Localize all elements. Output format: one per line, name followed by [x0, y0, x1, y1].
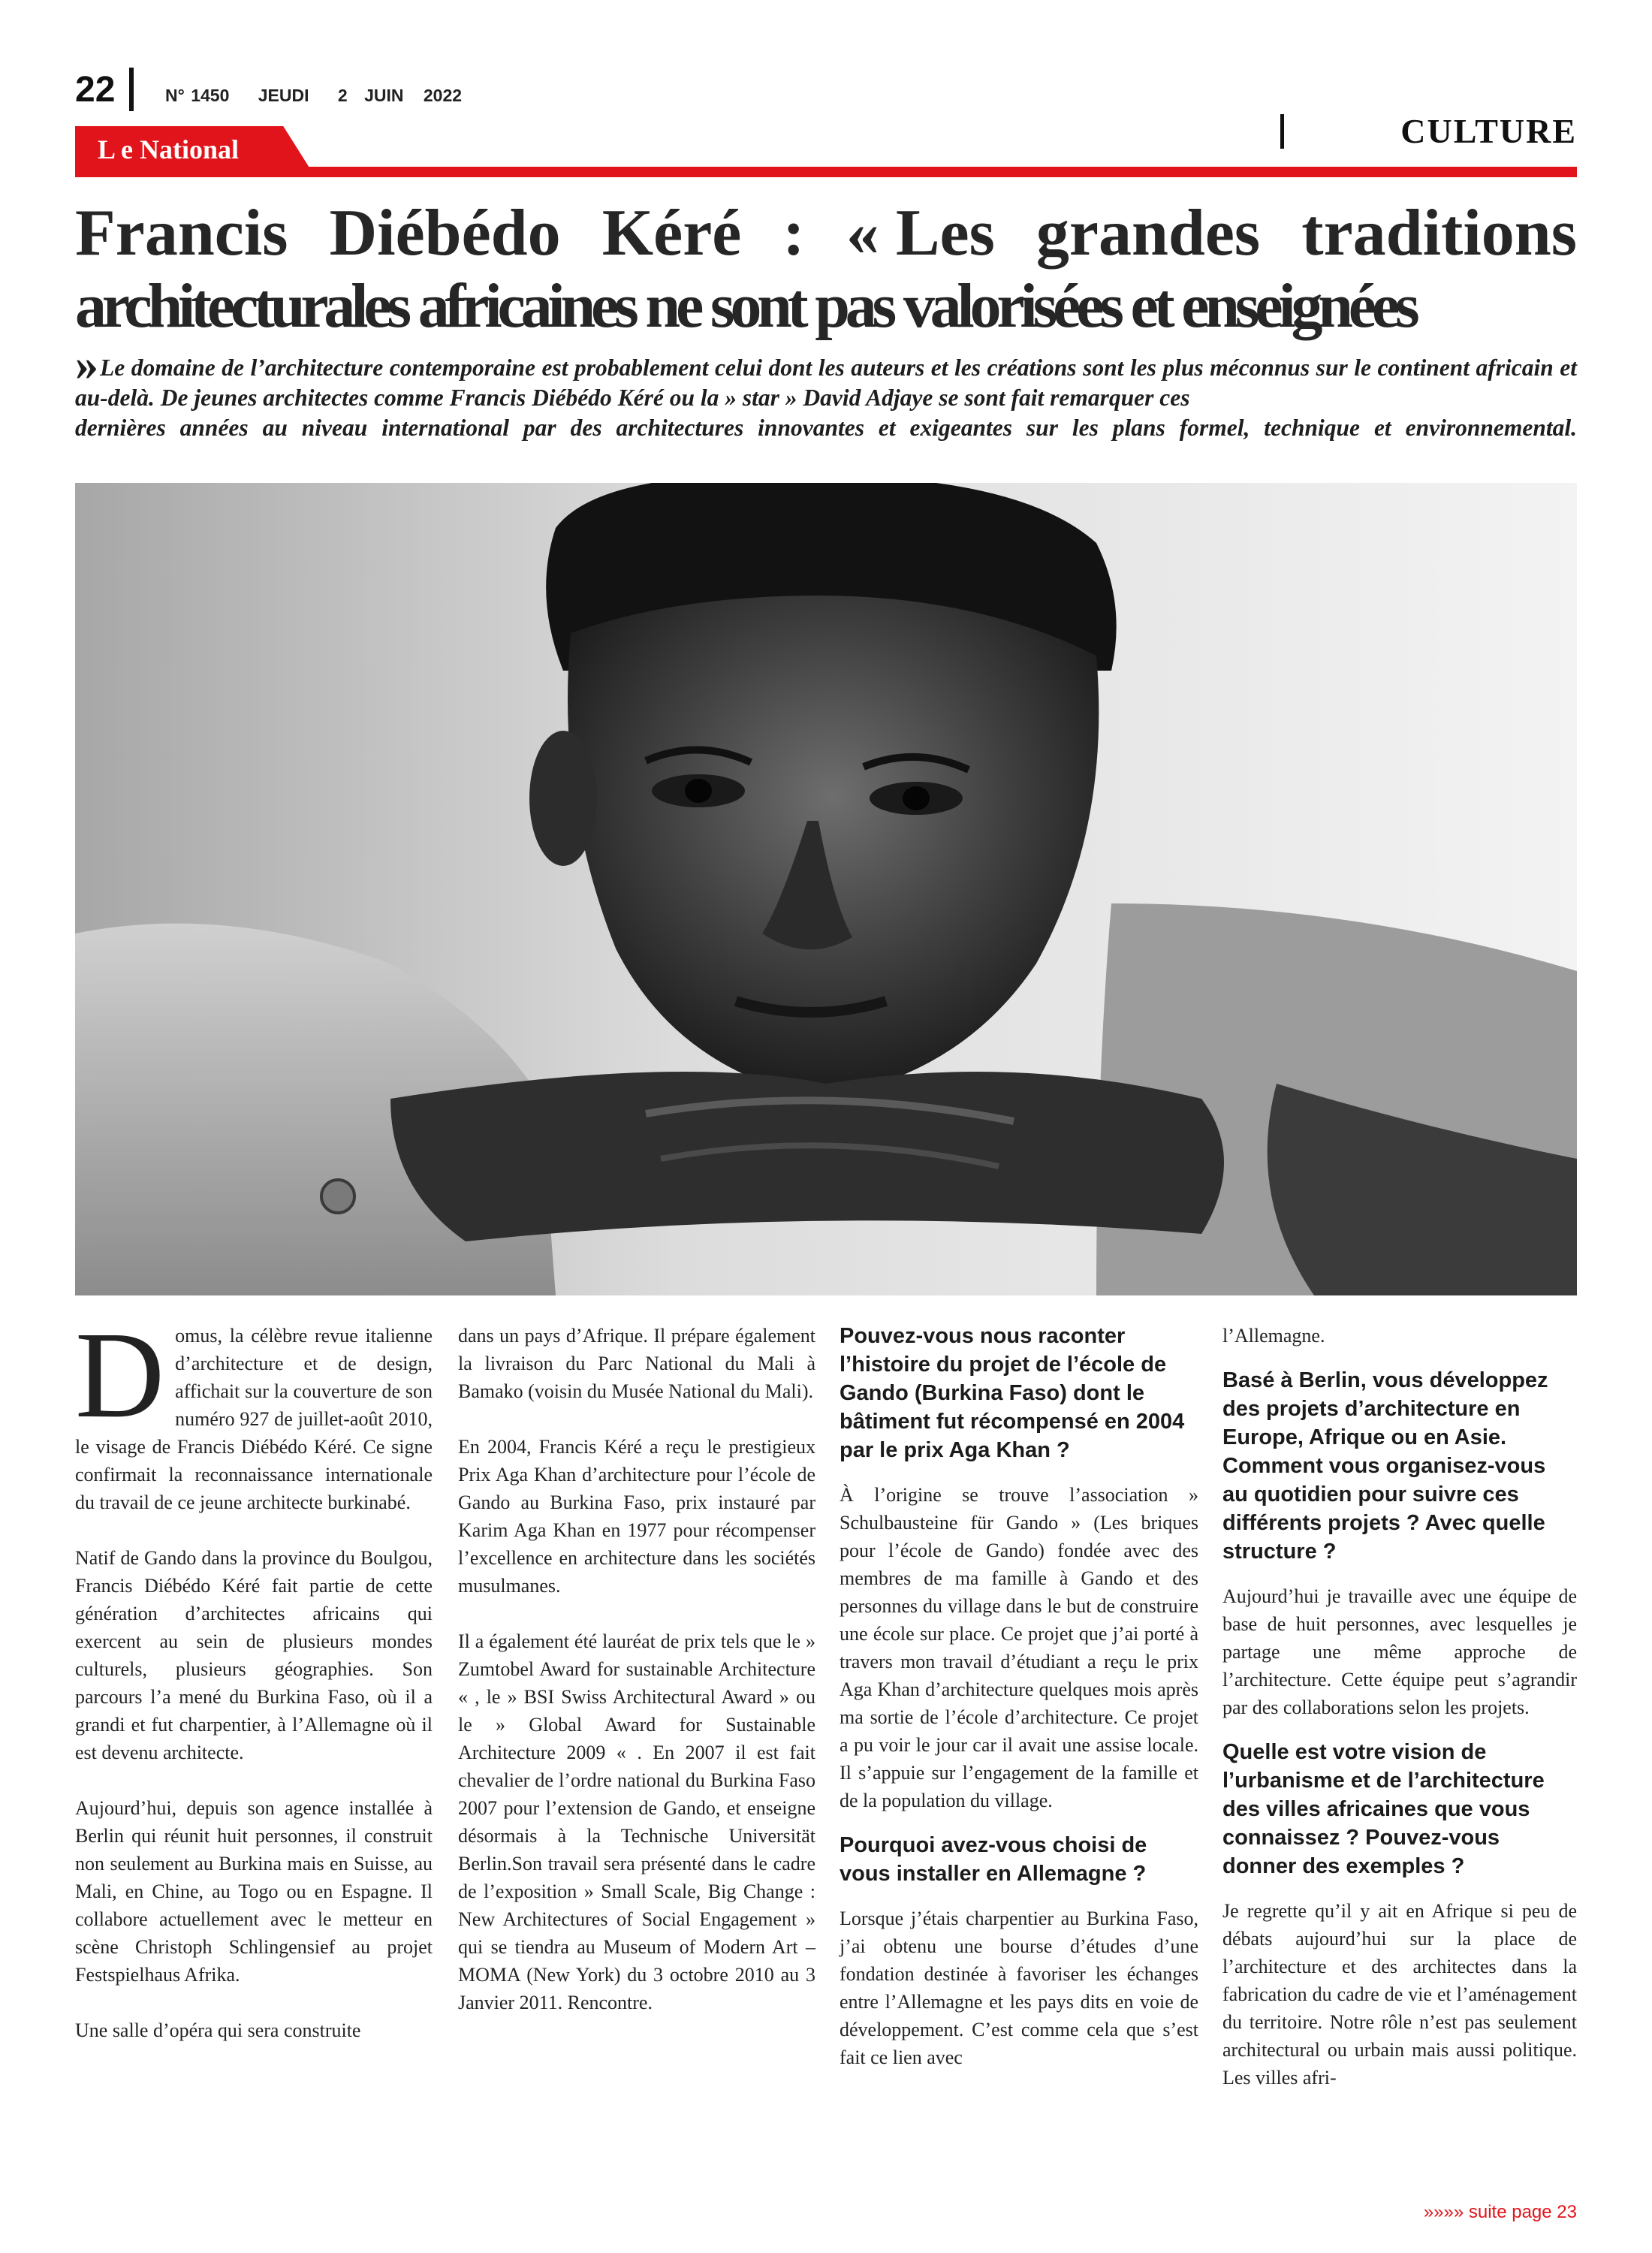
article-column-2: [458, 1322, 815, 2044]
article-headline: [75, 197, 1577, 342]
interview-question: Pouvez-vous nous raconter l’histoire du projet de l’école de Gando (Burkina Faso) dont le bâtiment fut récompensé en 2004 par le prix Aga Khan ?: [840, 1324, 1185, 1462]
page-number-divider: [129, 68, 134, 111]
issue-weekday: JEUDI: [258, 86, 309, 105]
issue-date-line: [165, 86, 484, 106]
section-title: CULTURE: [1400, 112, 1577, 150]
issue-year: 2022: [423, 86, 463, 105]
interview-answer: l’Allemagne.: [1222, 1325, 1325, 1347]
paragraph: Aujourd’hui, depuis son agence installée à Berlin qui réunit huit personnes, il construit non seulement au Burkina mais en Suisse, au Mali, en Chine, au Togo ou en Espagne. Il collabore actuellement avec le metteur en scène Christoph Schlingensief au projet Festspielhaus Afrika.: [75, 1797, 433, 1986]
lead-text-last-line: dernières années au niveau international par des architectures innovantes et exigeantes sur les plans formel, technique et environnemental.: [75, 415, 1577, 441]
interview-question: Basé à Berlin, vous développez des projets d’architecture en Europe, Afrique ou en Asie. Comment vous organisez-vous au quotidien pour suivre ces différents projets ? Avec quelle structure ?: [1222, 1368, 1548, 1564]
interview-answer: Je regrette qu’il y ait en Afrique si peu de débats aujourd’hui sur la place de l’architecture et des architectes dans la fabrication du cadre de vie et l’aménagement du territoire. Notre rôle n’est pas seulement architectural ou urbain mais aussi politique. Les villes afri-: [1222, 1900, 1577, 2089]
paragraph: Natif de Gando dans la province du Boulgou, Francis Diébédo Kéré fait partie de cette génération d’architectes africains qui exercent au sein de plusieurs mondes culturels, plusieurs géographies. Son parcours l’a mené du Burkina Faso, où il a grandi et fut charpentier, à l’Allemagne où il est devenu architecte.: [75, 1547, 433, 1763]
interview-answer: À l’origine se trouve l’association » Schulbausteine für Gando » (Les briques pour l’école de Gando) fondée avec des membres de ma famille à Gando et des personnes du village dans le but de construire une école sur place. Ce projet que j’ai porté à travers mon travail d’étudiant a reçu le prix Aga Khan d’architecture quelques mois après ma sortie de l’école d’architecture. Ce projet a pu voir le jour car il avait une assise locale. Il s’appuie sur l’engagement de la famille et de la population du village.: [840, 1484, 1198, 1811]
continued-on-page-link[interactable]: »»»» suite page 23: [1423, 2202, 1577, 2222]
portrait-photo: [75, 483, 1577, 1295]
paragraph: Il a également été lauréat de prix tels que le » Zumtobel Award for sustainable Architecture « , le » BSI Swiss Architectural Award » ou le » Global Award for Sustainable Architecture 2009 « . En 2007 il est fait chevalier de l’ordre national du Burkina Faso 2007 pour l’extension de Gando, et enseigne désormais à la Technische Universität Berlin.Son travail sera présenté dans le cadre de l’exposition » Small Scale, Big Change : New Architectures of Social Engagement » qui se tiendra au Museum of Modern Art – MOMA (New York) du 3 octobre 2010 au 3 Janvier 2011. Rencontre.: [458, 1630, 815, 2013]
article-column-3: [840, 1322, 1198, 2088]
article-column-4: [1222, 1322, 1577, 2108]
interview-question: Quelle est votre vision de l’urbanisme et de l’architecture des villes africaines que vous connaissez ? Pouvez-vous donner des exemples ?: [1222, 1740, 1545, 1878]
issue-month: JUIN: [364, 86, 404, 105]
page-number: 22: [75, 70, 116, 110]
headline-line-1: Francis Diébédo Kéré : « Les grandes traditions: [75, 197, 1577, 270]
lead-quote-mark: »: [75, 339, 98, 391]
interview-answer: Aujourd’hui je travaille avec une équipe de base de huit personnes, avec lesquelles je partage une même approche de l’architecture. Cette équipe peut s’agrandir par des collaborations selon les projets.: [1222, 1585, 1577, 1718]
lead-text: Le domaine de l’architecture contemporaine est probablement celui dont les auteurs et les créations sont les plus méconnus sur le continent africain et au-delà. De jeunes architectes comme Francis Diébédo Kéré ou la » star » David Adjaye se sont fait remarquer ces: [75, 354, 1577, 411]
newspaper-name: L e National: [98, 134, 240, 164]
article-lead: [75, 339, 1577, 443]
paragraph: En 2004, Francis Kéré a reçu le prestigieux Prix Aga Khan d’architecture pour l’école de Gando au Burkina Faso, prix instauré par Karim Aga Khan en 1977 pour récompenser l’excellence en architecture dans les sociétés musulmanes.: [458, 1436, 815, 1597]
interview-answer: Lorsque j’étais charpentier au Burkina Faso, j’ai obtenu une bourse d’études d’une fondation destinée à favoriser les échanges entre l’Allemagne et les pays dits en voie de développement. C’est comme cela que s’est fait ce lien avec: [840, 1908, 1198, 2068]
issue-number: N° 1450: [165, 86, 230, 105]
issue-day: 2: [337, 86, 348, 105]
paragraph: Domus, la célèbre revue italienne d’architecture et de design, affichait sur la couverture de son numéro 927 de juillet-août 2010, le visage de Francis Diébédo Kéré. Ce signe confirmait la reconnaissance internationale du travail de ce jeune architecte burkinabé.: [75, 1306, 433, 1513]
headline-line-2: architecturales africaines ne sont pas valorisées et enseignées: [75, 271, 1415, 341]
interview-question: Pourquoi avez-vous choisi de vous installer en Allemagne ?: [840, 1833, 1147, 1886]
drop-cap: D: [75, 1306, 165, 1443]
paragraph: dans un pays d’Afrique. Il prépare également la livraison du Parc National du Mali à Bamako (voisin du Musée National du Mali).: [458, 1325, 815, 1402]
portrait-illustration: [75, 483, 1577, 1295]
section-separator: [1280, 114, 1284, 149]
article-column-1: [75, 1306, 433, 2072]
paragraph: Une salle d’opéra qui sera construite: [75, 2019, 361, 2041]
